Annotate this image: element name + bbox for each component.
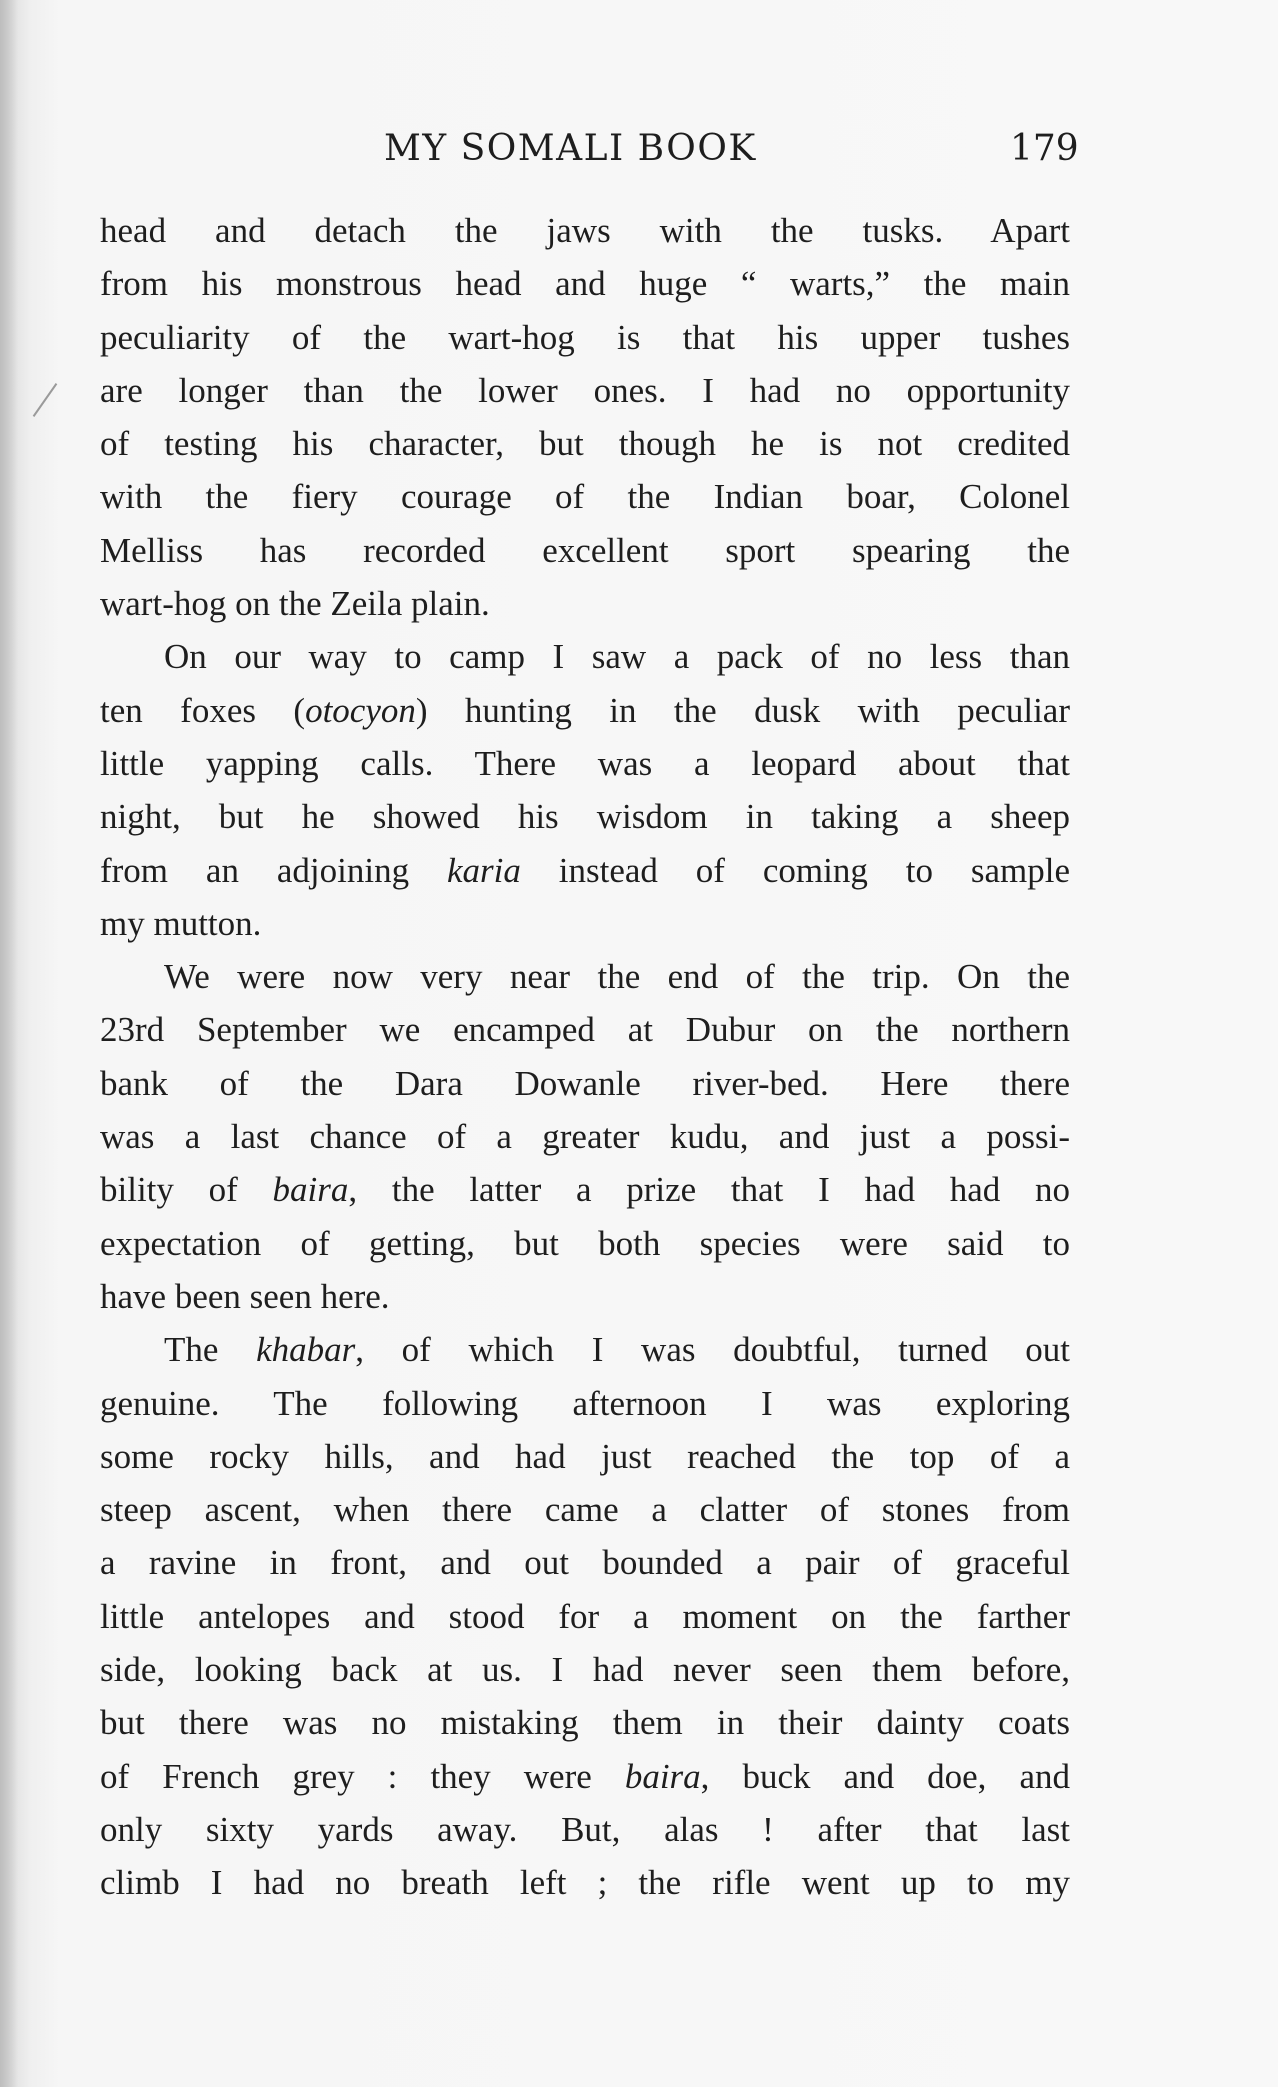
page-number: 179 [1010, 128, 1079, 169]
text-line: a ravine in front, and out bounded a pair of graceful [100, 1543, 1070, 1583]
text-line: climb I had no breath left ; the rifle went up to my [100, 1863, 1070, 1903]
text-line: of testing his character, but though he is not credited [100, 424, 1070, 464]
text-line: bank of the Dara Dowanle river-bed. Here there [100, 1063, 1070, 1103]
body-text [100, 204, 1070, 1910]
text-line: from his monstrous head and huge “ warts,” the main [100, 264, 1070, 304]
text-line: head and detach the jaws with the tusks. Apart [100, 211, 1070, 250]
text-line: from an adjoining karia instead of coming to sample [100, 850, 1071, 890]
paragraph [100, 950, 1070, 1323]
text-line: steep ascent, when there came a clatter of stones from [100, 1490, 1070, 1530]
paragraph [100, 204, 1070, 630]
text-line: bility of baira, the latter a prize that I had had no [100, 1170, 1070, 1210]
text-line: expectation of getting, but both species were said to [100, 1223, 1070, 1263]
text-line: my mutton. [100, 903, 262, 943]
margin-pencil-mark [33, 383, 58, 417]
text-line: night, but he showed his wisdom in taking a sheep [100, 797, 1070, 837]
text-line: little antelopes and stood for a moment on the farther [100, 1596, 1070, 1636]
text-line: with the fiery courage of the Indian boar, Colonel [100, 477, 1070, 517]
paragraph [100, 630, 1070, 950]
text-line: side, looking back at us. I had never seen them before, [100, 1650, 1070, 1690]
text-line: of French grey : they were baira, buck and doe, and [100, 1756, 1070, 1796]
text-line: wart-hog on the Zeila plain. [100, 584, 490, 624]
text-line: ten foxes (otocyon) hunting in the dusk with peculiar [100, 690, 1070, 730]
text-line: 23rd September we encamped at Dubur on the northern [100, 1010, 1070, 1050]
paragraph [100, 1323, 1070, 1909]
text-line: little yapping calls. There was a leopard about that [100, 743, 1070, 783]
text-line: Melliss has recorded excellent sport spearing the [100, 530, 1070, 570]
text-line: have been seen here. [100, 1276, 390, 1316]
text-line: are longer than the lower ones. I had no opportunity [100, 370, 1070, 410]
text-line: On our way to camp I saw a pack of no less than [164, 637, 1070, 677]
text-line: some rocky hills, and had just reached the top of a [100, 1436, 1070, 1476]
text-line: was a last chance of a greater kudu, and just a possi- [100, 1117, 1070, 1157]
text-line: genuine. The following afternoon I was exploring [100, 1383, 1070, 1423]
page-gutter-shadow [0, 0, 18, 2087]
page-header [0, 128, 1278, 188]
text-line: peculiarity of the wart-hog is that his upper tushes [100, 317, 1070, 357]
text-line: The khabar, of which I was doubtful, turned out [164, 1330, 1070, 1370]
running-title: MY SOMALI BOOK [384, 128, 757, 169]
text-line: but there was no mistaking them in their dainty coats [100, 1703, 1070, 1743]
text-line: We were now very near the end of the trip. On the [164, 957, 1070, 997]
text-line: only sixty yards away. But, alas ! after that last [100, 1809, 1070, 1849]
